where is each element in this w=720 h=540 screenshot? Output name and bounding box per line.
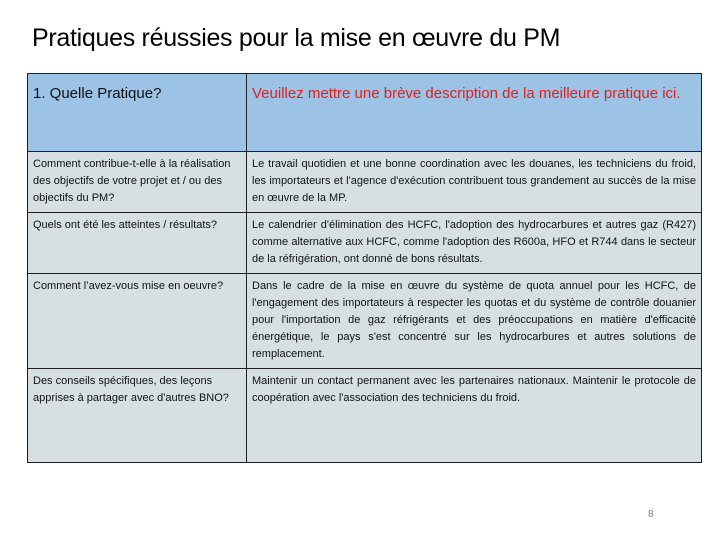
- answer-text: Le calendrier d'élimination des HCFC, l'adoption des hydrocarbures et autres gaz (R427) comme alternative aux HCFC, comme l'adoption des R600a, HFO et R744 dans le secteur de la réfrigération, ont donné de bons résultats.: [252, 219, 696, 265]
- question-text: Comment contribue-t-elle à la réalisation des objectifs de votre projet et / ou des objectifs du PM?: [33, 158, 231, 204]
- table-row: [28, 213, 702, 274]
- table-row: [28, 369, 702, 463]
- answer-cell: [247, 213, 702, 274]
- question-text: Comment l’avez-vous mise en oeuvre?: [33, 280, 224, 292]
- header-prompt-text: Veuillez mettre une brève description de la meilleure pratique ici.: [252, 85, 681, 102]
- question-text: Des conseils spécifiques, des leçons apprises à partager avec d'autres BNO?: [33, 375, 229, 404]
- question-cell: [28, 369, 247, 463]
- table-header-row: [28, 74, 702, 152]
- question-cell: [28, 152, 247, 213]
- answer-text: Dans le cadre de la mise en œuvre du système de quota annuel pour les HCFC, de l'engagement des importateurs à respecter les quotas et du système de contrôle douanier pour l'importation de gaz réfrigérants et des préoccupations en matière d'efficacité énergétique, le pays s'est concentré sur les hydrocarbures et autres solutions de remplacement.: [252, 280, 696, 360]
- answer-cell: [247, 152, 702, 213]
- answer-cell: [247, 274, 702, 369]
- question-cell: [28, 213, 247, 274]
- header-question-label: 1. Quelle Pratique?: [33, 85, 162, 102]
- answer-text: Maintenir un contact permanent avec les partenaires nationaux. Maintenir le protocole de coopération avec l'association des techniciens du froid.: [252, 375, 696, 404]
- header-prompt-cell: [247, 74, 702, 152]
- best-practice-table: [27, 73, 702, 463]
- page-number: 8: [648, 509, 654, 520]
- header-question-cell: [28, 74, 247, 152]
- table-row: [28, 152, 702, 213]
- table-row: [28, 274, 702, 369]
- question-text: Quels ont été les atteintes / résultats?: [33, 219, 218, 231]
- slide-title: Pratiques réussies pour la mise en œuvre du PM: [32, 24, 561, 52]
- answer-text: Le travail quotidien et une bonne coordination avec les douanes, les techniciens du froid, les importateurs et l'agence d'exécution contribuent tous grandement au succès de la mise en œuvre de la MP.: [252, 158, 696, 204]
- question-cell: [28, 274, 247, 369]
- answer-cell: [247, 369, 702, 463]
